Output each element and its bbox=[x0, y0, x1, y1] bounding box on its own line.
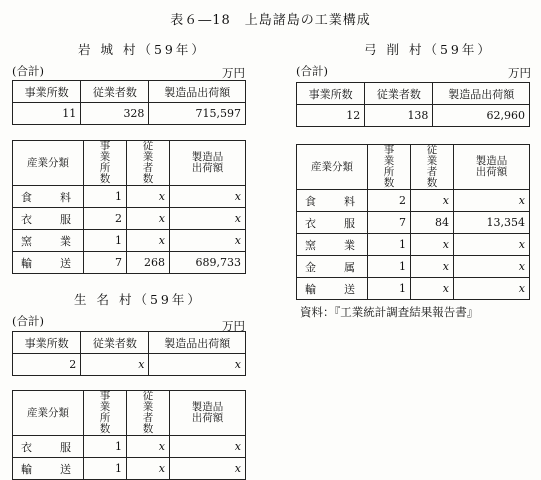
table-row: 食料 1 x x bbox=[13, 186, 246, 208]
summary-header-shipments: 製造品出荷額 bbox=[149, 332, 246, 354]
ikina-unit-label: 万円 bbox=[222, 319, 245, 333]
summary-value: 715,597 bbox=[149, 103, 246, 125]
col-header-employees: 従業者数 bbox=[127, 141, 170, 186]
col-header-establishments: 事業所数 bbox=[368, 145, 411, 190]
col-header-shipments: 製造品出荷額 bbox=[170, 141, 246, 186]
col-header-shipments: 製造品出荷額 bbox=[170, 391, 246, 436]
industry-header: 産業分類 bbox=[297, 145, 368, 190]
table-row: 金属 1 x x bbox=[297, 256, 530, 278]
summary-header-shipments: 製造品出荷額 bbox=[433, 83, 530, 105]
table-row: 輸送 1 x x bbox=[297, 278, 530, 300]
ikina-total-label: (合計) bbox=[12, 314, 44, 328]
yuge-heading: 弓 削 村（59年） bbox=[364, 42, 493, 57]
summary-value: 12 bbox=[297, 105, 365, 127]
summary-value: x bbox=[81, 354, 149, 376]
table-row: 輸送 1 x x bbox=[13, 458, 246, 480]
summary-header-shipments: 製造品出荷額 bbox=[149, 81, 246, 103]
industry-header: 産業分類 bbox=[13, 141, 84, 186]
summary-value: 62,960 bbox=[433, 105, 530, 127]
yuge-total-label: (合計) bbox=[296, 64, 328, 78]
source-note: 資料：『工業統計調査結果報告書』 bbox=[300, 305, 479, 319]
summary-value: x bbox=[149, 354, 246, 376]
summary-value: 138 bbox=[365, 105, 433, 127]
iwagi-unit-label: 万円 bbox=[222, 66, 245, 80]
iwagi-summary-table bbox=[12, 80, 246, 125]
table-row: 衣服 7 84 13,354 bbox=[297, 212, 530, 234]
summary-header-employees: 従業者数 bbox=[81, 332, 149, 354]
ikina-summary-table bbox=[12, 331, 246, 376]
summary-header-establishments: 事業所数 bbox=[297, 83, 365, 105]
page-title: 表６―18 上島諸島の工業構成 bbox=[170, 13, 371, 28]
summary-value: 328 bbox=[81, 103, 149, 125]
iwagi-heading: 岩 城 村（59年） bbox=[78, 42, 207, 57]
col-header-establishments: 事業所数 bbox=[84, 391, 127, 436]
col-header-shipments: 製造品出荷額 bbox=[454, 145, 530, 190]
summary-header-establishments: 事業所数 bbox=[13, 332, 81, 354]
col-header-employees: 従業者数 bbox=[127, 391, 170, 436]
industry-header: 産業分類 bbox=[13, 391, 84, 436]
table-row: 衣服 1 x x bbox=[13, 436, 246, 458]
summary-header-employees: 従業者数 bbox=[365, 83, 433, 105]
table-row: 窯業 1 x x bbox=[13, 230, 246, 252]
iwagi-industry-table bbox=[12, 140, 246, 274]
summary-header-employees: 従業者数 bbox=[81, 81, 149, 103]
summary-value: 11 bbox=[13, 103, 81, 125]
table-row: 衣服 2 x x bbox=[13, 208, 246, 230]
table-row: 輸送 7 268 689,733 bbox=[13, 252, 246, 274]
ikina-heading: 生 名 村（59年） bbox=[74, 292, 203, 307]
table-row: 食料 2 x x bbox=[297, 190, 530, 212]
summary-header-establishments: 事業所数 bbox=[13, 81, 81, 103]
col-header-employees: 従業者数 bbox=[411, 145, 454, 190]
yuge-unit-label: 万円 bbox=[508, 66, 531, 80]
ikina-industry-table bbox=[12, 390, 246, 480]
summary-value: 2 bbox=[13, 354, 81, 376]
iwagi-total-label: (合計) bbox=[12, 64, 44, 78]
yuge-industry-table bbox=[296, 144, 530, 300]
table-row: 窯業 1 x x bbox=[297, 234, 530, 256]
col-header-establishments: 事業所数 bbox=[84, 141, 127, 186]
yuge-summary-table bbox=[296, 82, 530, 127]
